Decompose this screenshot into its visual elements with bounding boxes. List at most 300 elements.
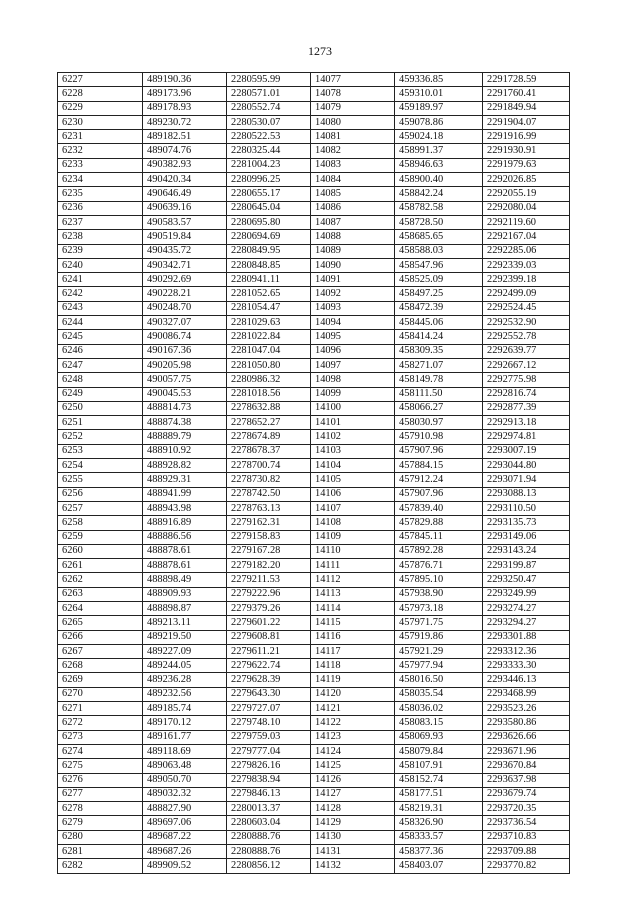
y-coordinate-cell: 2293312.36 [483, 644, 570, 658]
x-coordinate-cell: 458377.36 [395, 845, 483, 859]
y-coordinate-cell: 2279158.83 [227, 530, 311, 544]
y-coordinate-cell: 2280571.01 [227, 87, 311, 101]
table-row [58, 744, 570, 758]
point-id-cell: 14083 [311, 158, 395, 172]
x-coordinate-cell: 490435.72 [143, 244, 227, 258]
page-number: 1273 [308, 44, 332, 58]
x-coordinate-cell: 458107.91 [395, 759, 483, 773]
table-row [58, 716, 570, 730]
x-coordinate-cell: 457977.94 [395, 659, 483, 673]
y-coordinate-cell: 2292913.18 [483, 416, 570, 430]
y-coordinate-cell: 2280325.44 [227, 144, 311, 158]
point-id-cell: 6252 [58, 430, 143, 444]
x-coordinate-cell: 458728.50 [395, 215, 483, 229]
x-coordinate-cell: 489213.11 [143, 616, 227, 630]
point-id-cell: 14110 [311, 544, 395, 558]
table-row [58, 101, 570, 115]
x-coordinate-cell: 490228.21 [143, 287, 227, 301]
x-coordinate-cell: 489032.32 [143, 787, 227, 801]
y-coordinate-cell: 2293044.80 [483, 459, 570, 473]
y-coordinate-cell: 2292080.04 [483, 201, 570, 215]
x-coordinate-cell: 458219.31 [395, 802, 483, 816]
table-row [58, 544, 570, 558]
point-id-cell: 14087 [311, 215, 395, 229]
point-id-cell: 6238 [58, 230, 143, 244]
x-coordinate-cell: 457884.15 [395, 459, 483, 473]
y-coordinate-cell: 2293294.27 [483, 616, 570, 630]
x-coordinate-cell: 488929.31 [143, 473, 227, 487]
y-coordinate-cell: 2293249.99 [483, 587, 570, 601]
point-id-cell: 14082 [311, 144, 395, 158]
point-id-cell: 14114 [311, 601, 395, 615]
y-coordinate-cell: 2291849.94 [483, 101, 570, 115]
point-id-cell: 14108 [311, 516, 395, 530]
table-row [58, 87, 570, 101]
x-coordinate-cell: 489063.48 [143, 759, 227, 773]
x-coordinate-cell: 457938.90 [395, 587, 483, 601]
y-coordinate-cell: 2291728.59 [483, 73, 570, 87]
y-coordinate-cell: 2279838.94 [227, 773, 311, 787]
point-id-cell: 14117 [311, 644, 395, 658]
y-coordinate-cell: 2291904.07 [483, 115, 570, 129]
x-coordinate-cell: 458900.40 [395, 173, 483, 187]
x-coordinate-cell: 458016.50 [395, 673, 483, 687]
point-id-cell: 14124 [311, 744, 395, 758]
y-coordinate-cell: 2292119.60 [483, 215, 570, 229]
x-coordinate-cell: 490327.07 [143, 316, 227, 330]
y-coordinate-cell: 2292339.03 [483, 258, 570, 272]
table-row [58, 687, 570, 701]
point-id-cell: 6245 [58, 330, 143, 344]
point-id-cell: 14093 [311, 301, 395, 315]
y-coordinate-cell: 2278763.13 [227, 501, 311, 515]
point-id-cell: 14130 [311, 830, 395, 844]
x-coordinate-cell: 489190.36 [143, 73, 227, 87]
y-coordinate-cell: 2279748.10 [227, 716, 311, 730]
y-coordinate-cell: 2281022.84 [227, 330, 311, 344]
y-coordinate-cell: 2278678.37 [227, 444, 311, 458]
y-coordinate-cell: 2293580.86 [483, 716, 570, 730]
y-coordinate-cell: 2293199.87 [483, 559, 570, 573]
point-id-cell: 6231 [58, 130, 143, 144]
table-row [58, 759, 570, 773]
y-coordinate-cell: 2279846.13 [227, 787, 311, 801]
point-id-cell: 6259 [58, 530, 143, 544]
y-coordinate-cell: 2280013.37 [227, 802, 311, 816]
point-id-cell: 14123 [311, 730, 395, 744]
y-coordinate-cell: 2278652.27 [227, 416, 311, 430]
point-id-cell: 6257 [58, 501, 143, 515]
y-coordinate-cell: 2293274.27 [483, 601, 570, 615]
point-id-cell: 6255 [58, 473, 143, 487]
point-id-cell: 6275 [58, 759, 143, 773]
table-row [58, 659, 570, 673]
table-row [58, 501, 570, 515]
x-coordinate-cell: 490382.93 [143, 158, 227, 172]
point-id-cell: 6281 [58, 845, 143, 859]
x-coordinate-cell: 458326.90 [395, 816, 483, 830]
x-coordinate-cell: 457971.75 [395, 616, 483, 630]
y-coordinate-cell: 2292667.12 [483, 358, 570, 372]
point-id-cell: 6251 [58, 416, 143, 430]
y-coordinate-cell: 2291760.41 [483, 87, 570, 101]
table-row [58, 802, 570, 816]
y-coordinate-cell: 2280888.76 [227, 830, 311, 844]
x-coordinate-cell: 489230.72 [143, 115, 227, 129]
y-coordinate-cell: 2292524.45 [483, 301, 570, 315]
table-row [58, 730, 570, 744]
point-id-cell: 14120 [311, 687, 395, 701]
y-coordinate-cell: 2293736.54 [483, 816, 570, 830]
point-id-cell: 14128 [311, 802, 395, 816]
y-coordinate-cell: 2279182.20 [227, 559, 311, 573]
point-id-cell: 6242 [58, 287, 143, 301]
table-row [58, 73, 570, 87]
x-coordinate-cell: 457907.96 [395, 444, 483, 458]
y-coordinate-cell: 2293468.99 [483, 687, 570, 701]
x-coordinate-cell: 457973.18 [395, 601, 483, 615]
x-coordinate-cell: 488943.98 [143, 501, 227, 515]
table-row [58, 516, 570, 530]
table-row [58, 444, 570, 458]
point-id-cell: 14109 [311, 530, 395, 544]
x-coordinate-cell: 458069.93 [395, 730, 483, 744]
point-id-cell: 14096 [311, 344, 395, 358]
point-id-cell: 6247 [58, 358, 143, 372]
x-coordinate-cell: 489161.77 [143, 730, 227, 744]
point-id-cell: 14099 [311, 387, 395, 401]
x-coordinate-cell: 489173.96 [143, 87, 227, 101]
table-row [58, 601, 570, 615]
point-id-cell: 6271 [58, 702, 143, 716]
y-coordinate-cell: 2293088.13 [483, 487, 570, 501]
y-coordinate-cell: 2292285.06 [483, 244, 570, 258]
point-id-cell: 6272 [58, 716, 143, 730]
y-coordinate-cell: 2281052.65 [227, 287, 311, 301]
y-coordinate-cell: 2278700.74 [227, 459, 311, 473]
y-coordinate-cell: 2280595.99 [227, 73, 311, 87]
y-coordinate-cell: 2293523.26 [483, 702, 570, 716]
x-coordinate-cell: 458149.78 [395, 373, 483, 387]
y-coordinate-cell: 2279759.03 [227, 730, 311, 744]
point-id-cell: 14119 [311, 673, 395, 687]
y-coordinate-cell: 2293071.94 [483, 473, 570, 487]
table-row [58, 702, 570, 716]
x-coordinate-cell: 458946.63 [395, 158, 483, 172]
point-id-cell: 14121 [311, 702, 395, 716]
point-id-cell: 6246 [58, 344, 143, 358]
x-coordinate-cell: 489687.22 [143, 830, 227, 844]
point-id-cell: 6273 [58, 730, 143, 744]
x-coordinate-cell: 489909.52 [143, 859, 227, 873]
point-id-cell: 14101 [311, 416, 395, 430]
point-id-cell: 6265 [58, 616, 143, 630]
x-coordinate-cell: 489244.05 [143, 659, 227, 673]
x-coordinate-cell: 459024.18 [395, 130, 483, 144]
point-id-cell: 6278 [58, 802, 143, 816]
table-row [58, 487, 570, 501]
point-id-cell: 14095 [311, 330, 395, 344]
x-coordinate-cell: 457921.29 [395, 644, 483, 658]
table-row [58, 344, 570, 358]
y-coordinate-cell: 2292026.85 [483, 173, 570, 187]
point-id-cell: 6258 [58, 516, 143, 530]
x-coordinate-cell: 457839.40 [395, 501, 483, 515]
x-coordinate-cell: 490639.16 [143, 201, 227, 215]
point-id-cell: 6243 [58, 301, 143, 315]
y-coordinate-cell: 2293110.50 [483, 501, 570, 515]
y-coordinate-cell: 2292055.19 [483, 187, 570, 201]
x-coordinate-cell: 489697.06 [143, 816, 227, 830]
y-coordinate-cell: 2293135.73 [483, 516, 570, 530]
point-id-cell: 6227 [58, 73, 143, 87]
x-coordinate-cell: 488878.61 [143, 544, 227, 558]
x-coordinate-cell: 490519.84 [143, 230, 227, 244]
y-coordinate-cell: 2280941.11 [227, 273, 311, 287]
point-id-cell: 14089 [311, 244, 395, 258]
x-coordinate-cell: 489687.26 [143, 845, 227, 859]
point-id-cell: 14126 [311, 773, 395, 787]
x-coordinate-cell: 458035.54 [395, 687, 483, 701]
x-coordinate-cell: 488909.93 [143, 587, 227, 601]
x-coordinate-cell: 489236.28 [143, 673, 227, 687]
y-coordinate-cell: 2293301.88 [483, 630, 570, 644]
point-id-cell: 6237 [58, 215, 143, 229]
x-coordinate-cell: 458991.37 [395, 144, 483, 158]
point-id-cell: 14092 [311, 287, 395, 301]
y-coordinate-cell: 2281029.63 [227, 316, 311, 330]
y-coordinate-cell: 2280694.69 [227, 230, 311, 244]
x-coordinate-cell: 457895.10 [395, 573, 483, 587]
y-coordinate-cell: 2280856.12 [227, 859, 311, 873]
x-coordinate-cell: 488889.79 [143, 430, 227, 444]
table-row [58, 201, 570, 215]
y-coordinate-cell: 2279628.39 [227, 673, 311, 687]
point-id-cell: 14132 [311, 859, 395, 873]
table-row [58, 187, 570, 201]
point-id-cell: 6233 [58, 158, 143, 172]
point-id-cell: 6262 [58, 573, 143, 587]
table-row [58, 287, 570, 301]
y-coordinate-cell: 2292877.39 [483, 401, 570, 415]
point-id-cell: 14113 [311, 587, 395, 601]
x-coordinate-cell: 457910.98 [395, 430, 483, 444]
table-row [58, 301, 570, 315]
y-coordinate-cell: 2292816.74 [483, 387, 570, 401]
y-coordinate-cell: 2293670.84 [483, 759, 570, 773]
point-id-cell: 14131 [311, 845, 395, 859]
point-id-cell: 14112 [311, 573, 395, 587]
point-id-cell: 6276 [58, 773, 143, 787]
table-row [58, 473, 570, 487]
x-coordinate-cell: 489074.76 [143, 144, 227, 158]
table-row [58, 230, 570, 244]
point-id-cell: 6232 [58, 144, 143, 158]
x-coordinate-cell: 457845.11 [395, 530, 483, 544]
x-coordinate-cell: 488928.82 [143, 459, 227, 473]
y-coordinate-cell: 2293007.19 [483, 444, 570, 458]
y-coordinate-cell: 2292399.18 [483, 273, 570, 287]
point-id-cell: 14111 [311, 559, 395, 573]
table-row [58, 387, 570, 401]
point-id-cell: 6240 [58, 258, 143, 272]
x-coordinate-cell: 458782.58 [395, 201, 483, 215]
y-coordinate-cell: 2278742.50 [227, 487, 311, 501]
point-id-cell: 6264 [58, 601, 143, 615]
point-id-cell: 14090 [311, 258, 395, 272]
x-coordinate-cell: 488814.73 [143, 401, 227, 415]
table-row [58, 373, 570, 387]
y-coordinate-cell: 2293626.66 [483, 730, 570, 744]
point-id-cell: 14085 [311, 187, 395, 201]
table-row [58, 845, 570, 859]
x-coordinate-cell: 490167.36 [143, 344, 227, 358]
table-row [58, 630, 570, 644]
table-row [58, 273, 570, 287]
x-coordinate-cell: 490420.34 [143, 173, 227, 187]
point-id-cell: 6277 [58, 787, 143, 801]
y-coordinate-cell: 2293446.13 [483, 673, 570, 687]
y-coordinate-cell: 2279222.96 [227, 587, 311, 601]
x-coordinate-cell: 489170.12 [143, 716, 227, 730]
table-row [58, 616, 570, 630]
y-coordinate-cell: 2279601.22 [227, 616, 311, 630]
y-coordinate-cell: 2279211.53 [227, 573, 311, 587]
x-coordinate-cell: 457892.28 [395, 544, 483, 558]
x-coordinate-cell: 457919.86 [395, 630, 483, 644]
x-coordinate-cell: 458066.27 [395, 401, 483, 415]
y-coordinate-cell: 2293671.96 [483, 744, 570, 758]
point-id-cell: 6274 [58, 744, 143, 758]
y-coordinate-cell: 2280695.80 [227, 215, 311, 229]
y-coordinate-cell: 2279727.07 [227, 702, 311, 716]
point-id-cell: 14106 [311, 487, 395, 501]
point-id-cell: 14086 [311, 201, 395, 215]
y-coordinate-cell: 2280655.17 [227, 187, 311, 201]
table-row [58, 158, 570, 172]
point-id-cell: 6254 [58, 459, 143, 473]
y-coordinate-cell: 2280522.53 [227, 130, 311, 144]
y-coordinate-cell: 2280645.04 [227, 201, 311, 215]
x-coordinate-cell: 458588.03 [395, 244, 483, 258]
point-id-cell: 14100 [311, 401, 395, 415]
y-coordinate-cell: 2293720.35 [483, 802, 570, 816]
y-coordinate-cell: 2281004.23 [227, 158, 311, 172]
x-coordinate-cell: 458177.51 [395, 787, 483, 801]
y-coordinate-cell: 2293143.24 [483, 544, 570, 558]
x-coordinate-cell: 490205.98 [143, 358, 227, 372]
point-id-cell: 6241 [58, 273, 143, 287]
x-coordinate-cell: 458525.09 [395, 273, 483, 287]
y-coordinate-cell: 2280996.25 [227, 173, 311, 187]
x-coordinate-cell: 458083.15 [395, 716, 483, 730]
table-row [58, 530, 570, 544]
point-id-cell: 6280 [58, 830, 143, 844]
point-id-cell: 6260 [58, 544, 143, 558]
x-coordinate-cell: 458309.35 [395, 344, 483, 358]
y-coordinate-cell: 2278632.88 [227, 401, 311, 415]
y-coordinate-cell: 2280552.74 [227, 101, 311, 115]
y-coordinate-cell: 2281050.80 [227, 358, 311, 372]
y-coordinate-cell: 2292639.77 [483, 344, 570, 358]
y-coordinate-cell: 2278730.82 [227, 473, 311, 487]
point-id-cell: 14125 [311, 759, 395, 773]
table-row [58, 816, 570, 830]
y-coordinate-cell: 2279777.04 [227, 744, 311, 758]
table-row [58, 115, 570, 129]
x-coordinate-cell: 458152.74 [395, 773, 483, 787]
x-coordinate-cell: 488916.89 [143, 516, 227, 530]
point-id-cell: 6228 [58, 87, 143, 101]
point-id-cell: 14098 [311, 373, 395, 387]
x-coordinate-cell: 458271.07 [395, 358, 483, 372]
x-coordinate-cell: 458472.39 [395, 301, 483, 315]
table-row [58, 173, 570, 187]
point-id-cell: 6249 [58, 387, 143, 401]
point-id-cell: 6268 [58, 659, 143, 673]
y-coordinate-cell: 2279608.81 [227, 630, 311, 644]
point-id-cell: 6261 [58, 559, 143, 573]
table-row [58, 673, 570, 687]
x-coordinate-cell: 457912.24 [395, 473, 483, 487]
y-coordinate-cell: 2293637.98 [483, 773, 570, 787]
y-coordinate-cell: 2292499.09 [483, 287, 570, 301]
x-coordinate-cell: 490045.53 [143, 387, 227, 401]
x-coordinate-cell: 457829.88 [395, 516, 483, 530]
x-coordinate-cell: 490086.74 [143, 330, 227, 344]
y-coordinate-cell: 2281047.04 [227, 344, 311, 358]
x-coordinate-cell: 458079.84 [395, 744, 483, 758]
point-id-cell: 6266 [58, 630, 143, 644]
x-coordinate-cell: 458403.07 [395, 859, 483, 873]
x-coordinate-cell: 488910.92 [143, 444, 227, 458]
point-id-cell: 14118 [311, 659, 395, 673]
x-coordinate-cell: 459189.97 [395, 101, 483, 115]
x-coordinate-cell: 458414.24 [395, 330, 483, 344]
point-id-cell: 6235 [58, 187, 143, 201]
x-coordinate-cell: 458445.06 [395, 316, 483, 330]
table-row [58, 587, 570, 601]
y-coordinate-cell: 2279622.74 [227, 659, 311, 673]
table-row [58, 358, 570, 372]
y-coordinate-cell: 2292532.90 [483, 316, 570, 330]
point-id-cell: 6250 [58, 401, 143, 415]
point-id-cell: 6230 [58, 115, 143, 129]
y-coordinate-cell: 2291916.99 [483, 130, 570, 144]
y-coordinate-cell: 2279379.26 [227, 601, 311, 615]
point-id-cell: 6279 [58, 816, 143, 830]
x-coordinate-cell: 458842.24 [395, 187, 483, 201]
point-id-cell: 6282 [58, 859, 143, 873]
x-coordinate-cell: 490342.71 [143, 258, 227, 272]
x-coordinate-cell: 458036.02 [395, 702, 483, 716]
x-coordinate-cell: 490248.70 [143, 301, 227, 315]
x-coordinate-cell: 488878.61 [143, 559, 227, 573]
point-id-cell: 14080 [311, 115, 395, 129]
point-id-cell: 14103 [311, 444, 395, 458]
x-coordinate-cell: 457876.71 [395, 559, 483, 573]
y-coordinate-cell: 2291930.91 [483, 144, 570, 158]
point-id-cell: 14122 [311, 716, 395, 730]
point-id-cell: 14081 [311, 130, 395, 144]
y-coordinate-cell: 2292552.78 [483, 330, 570, 344]
point-id-cell: 6263 [58, 587, 143, 601]
y-coordinate-cell: 2280530.07 [227, 115, 311, 129]
table-row [58, 830, 570, 844]
y-coordinate-cell: 2280849.95 [227, 244, 311, 258]
point-id-cell: 14127 [311, 787, 395, 801]
x-coordinate-cell: 489185.74 [143, 702, 227, 716]
